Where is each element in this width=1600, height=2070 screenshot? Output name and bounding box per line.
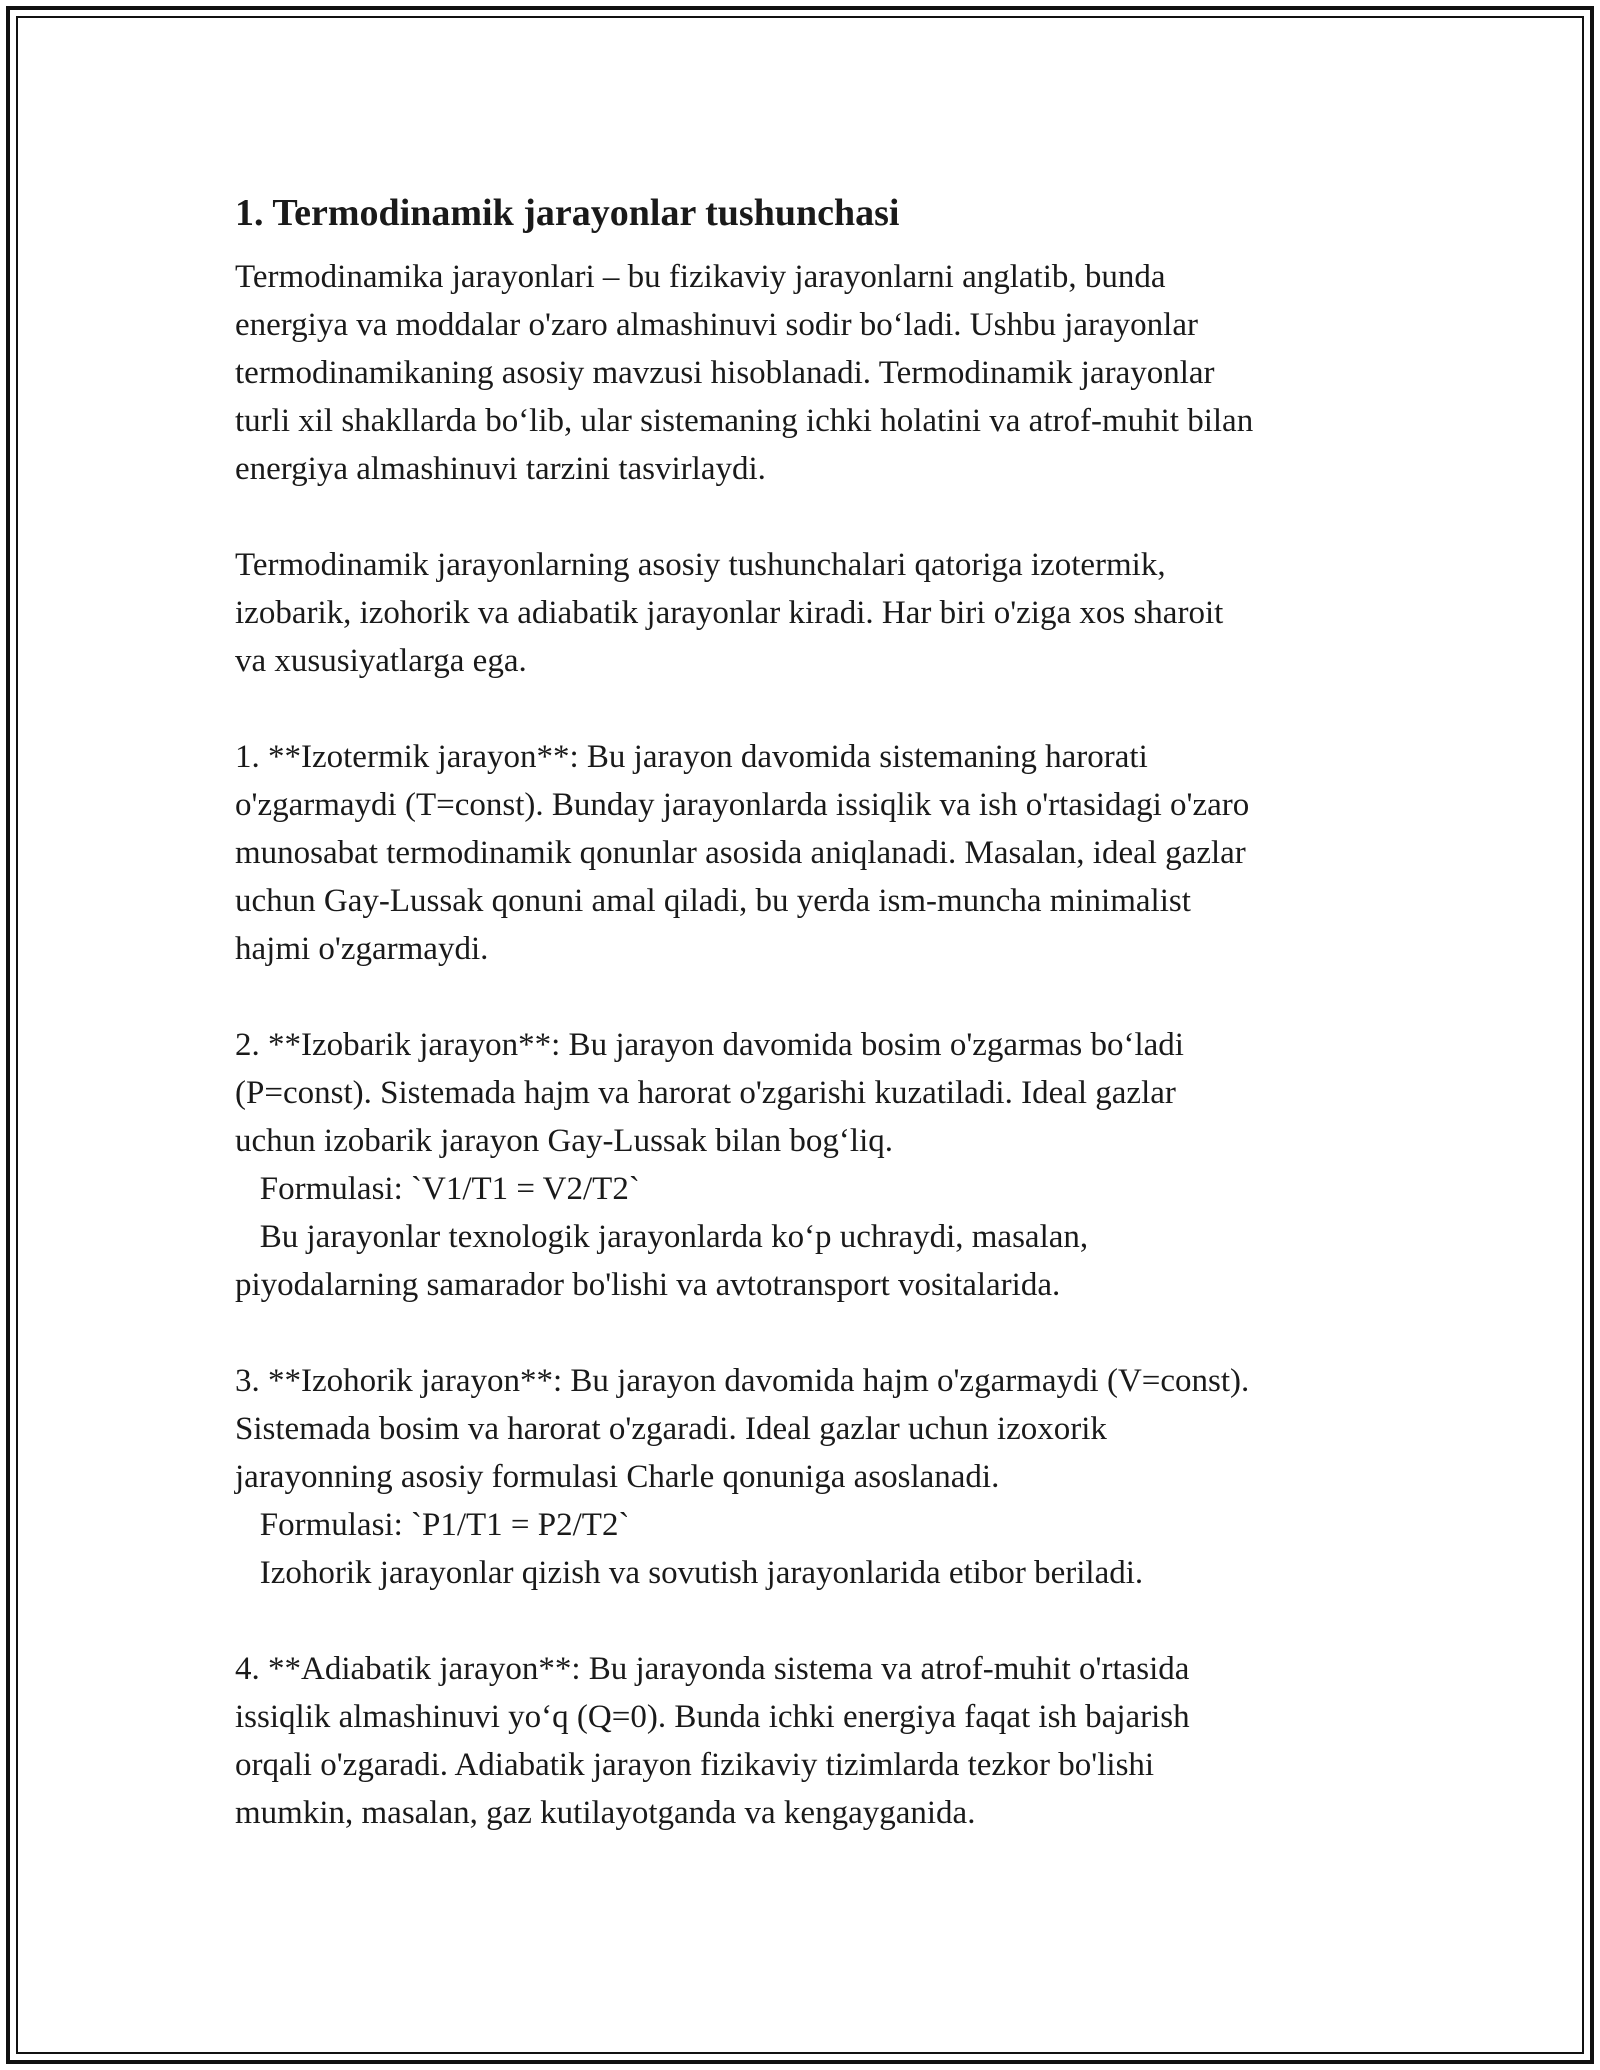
paragraph-isobaric	[235, 1021, 1385, 1309]
paragraph-overview	[235, 541, 1385, 685]
text-line: jarayonning asosiy formulasi Charle qonuniga asoslanadi.	[235, 1459, 1000, 1495]
text-line: 3. **Izohorik jarayon**: Bu jarayon davomida hajm o'zgarmaydi (V=const).	[235, 1363, 1250, 1399]
text-line: energiya almashinuvi tarzini tasvirlaydi.	[235, 451, 766, 487]
text-line: 2. **Izobarik jarayon**: Bu jarayon davomida bosim o'zgarmas bo‘ladi	[235, 1027, 1184, 1063]
text-line: termodinamikaning asosiy mavzusi hisoblanadi. Termodinamik jarayonlar	[235, 355, 1215, 391]
text-line: Termodinamik jarayonlarning asosiy tushunchalari qatoriga izotermik,	[235, 547, 1166, 583]
text-line: 4. **Adiabatik jarayon**: Bu jarayonda sistema va atrof-muhit o'rtasida	[235, 1651, 1190, 1687]
text-line: Izohorik jarayonlar qizish va sovutish jarayonlarida etibor beriladi.	[235, 1555, 1144, 1591]
text-line: Sistemada bosim va harorat o'zgaradi. Ideal gazlar uchun izoxorik	[235, 1411, 1107, 1447]
paragraph-isochoric	[235, 1357, 1385, 1597]
text-line: 1. **Izotermik jarayon**: Bu jarayon davomida sistemaning harorati	[235, 739, 1148, 775]
paragraph-isothermal	[235, 733, 1385, 973]
text-line: va xususiyatlarga ega.	[235, 643, 527, 679]
formula-line: Formulasi: `P1/T1 = P2/T2`	[235, 1507, 630, 1543]
text-line: izobarik, izohorik va adiabatik jarayonlar kiradi. Har biri o'ziga xos sharoit	[235, 595, 1224, 631]
text-line: orqali o'zgaradi. Adiabatik jarayon fizikaviy tizimlarda tezkor bo'lishi	[235, 1747, 1155, 1783]
text-line: piyodalarning samarador bo'lishi va avtotransport vositalarida.	[235, 1267, 1061, 1303]
text-line: munosabat termodinamik qonunlar asosida aniqlanadi. Masalan, ideal gazlar	[235, 835, 1246, 871]
paragraph-adiabatic	[235, 1645, 1385, 1837]
document-body	[235, 185, 1385, 1885]
text-line: mumkin, masalan, gaz kutilayotganda va kengayganida.	[235, 1795, 976, 1831]
text-line: o'zgarmaydi (T=const). Bunday jarayonlarda issiqlik va ish o'rtasidagi o'zaro	[235, 787, 1250, 823]
text-line: (P=const). Sistemada hajm va harorat o'zgarishi kuzatiladi. Ideal gazlar	[235, 1075, 1176, 1111]
formula-line: Formulasi: `V1/T1 = V2/T2`	[235, 1171, 640, 1207]
text-line: Termodinamika jarayonlari – bu fizikaviy jarayonlarni anglatib, bunda	[235, 259, 1166, 295]
document-heading: 1. Termodinamik jarayonlar tushunchasi	[235, 192, 900, 234]
text-line: issiqlik almashinuvi yo‘q (Q=0). Bunda ichki energiya faqat ish bajarish	[235, 1699, 1190, 1735]
text-line: uchun izobarik jarayon Gay-Lussak bilan bog‘liq.	[235, 1123, 893, 1159]
text-line: hajmi o'zgarmaydi.	[235, 931, 489, 967]
text-line: uchun Gay-Lussak qonuni amal qiladi, bu yerda ism-muncha minimalist	[235, 883, 1191, 919]
text-line: turli xil shakllarda bo‘lib, ular sistemaning ichki holatini va atrof-muhit bilan	[235, 403, 1254, 439]
paragraph-intro	[235, 253, 1385, 493]
text-line: energiya va moddalar o'zaro almashinuvi sodir bo‘ladi. Ushbu jarayonlar	[235, 307, 1198, 343]
text-line: Bu jarayonlar texnologik jarayonlarda ko‘p uchraydi, masalan,	[235, 1219, 1089, 1255]
